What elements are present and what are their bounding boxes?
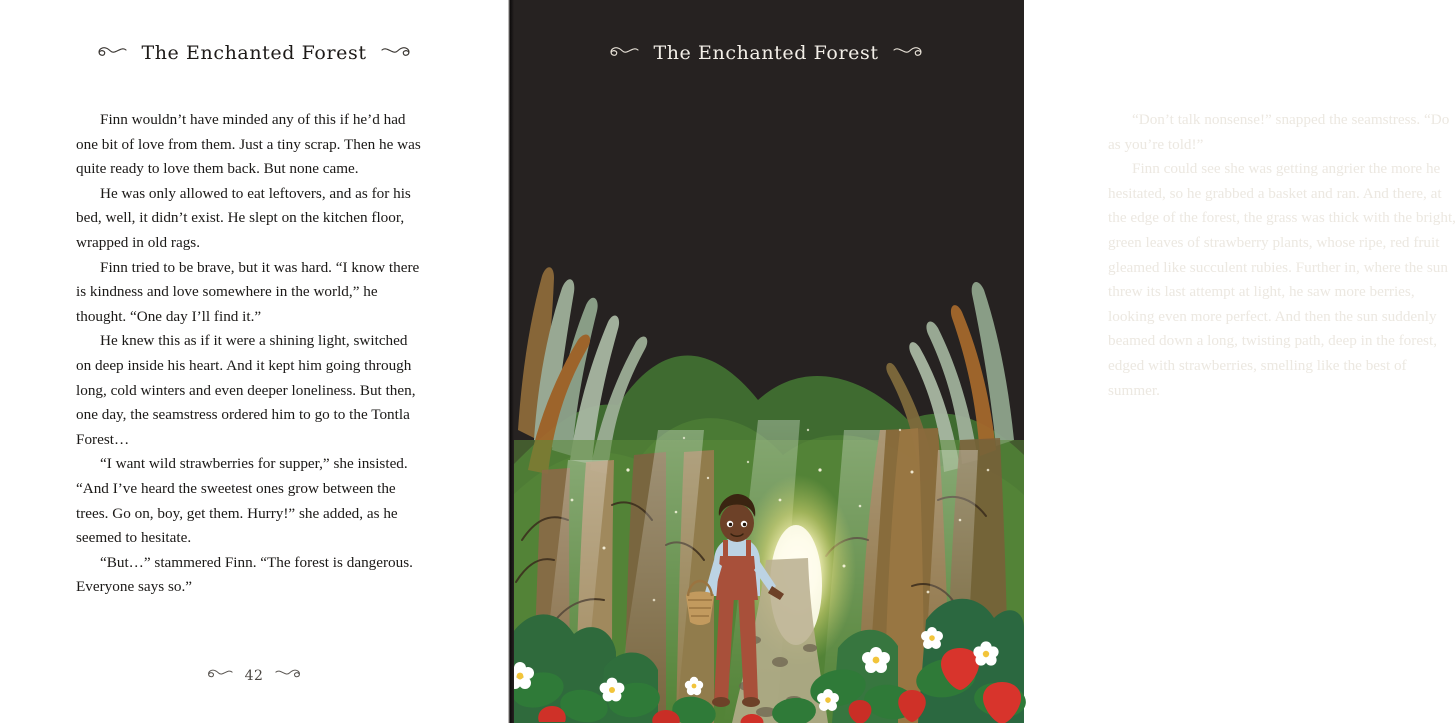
folio-flourish-right-icon [274, 666, 304, 685]
paragraph: He knew this as if it were a shining light, switched on deep inside his heart. And it kept him going through long, cold winters and even deeper loneliness. But then, one day, the seamstress ordered him to go to the Tontla Forest… [76, 332, 416, 448]
paragraph: Finn tried to be brave, but it was hard. “I know there is kindness and love somewhere in the world,” he thought. “One day I’ll find it.” [76, 258, 420, 325]
paragraph: Finn could see she was getting angrier the more he hesitated, so he grabbed a basket and ran. And there, at the edge of the forest, the grass was thick with the bright, green leaves of strawberry plants, whose ripe, red fruit gleamed like succulent rubies. Further in, where the sun threw its last attempt at light, he saw more berries, looking even more perfect. And then the sun suddenly beamed down a long, twisting path, deep in the forest, edged with strawberries, smelling like the best of summer. [1108, 160, 1456, 399]
flourish-left-icon [606, 43, 640, 64]
page-number: 42 [244, 667, 264, 684]
paragraph: He was only allowed to eat leftovers, and as for his bed, well, it didn’t exist. He slept on the kitchen floor, wrapped in old rags. [76, 184, 411, 251]
left-page [0, 0, 508, 723]
running-head-left [0, 42, 508, 64]
flourish-left-icon [94, 43, 128, 64]
running-head-title: The Enchanted Forest [141, 42, 367, 64]
left-page-text [76, 108, 424, 600]
paragraph: “But…” stammered Finn. “The forest is dangerous. Everyone says so.” [76, 553, 413, 596]
paragraph: “I want wild strawberries for supper,” she insisted. “And I’ve heard the sweetest ones grow between the trees. Go on, boy, get them. Hurry!” she added, as he seemed to hesitate. [76, 455, 408, 547]
paragraph: Finn wouldn’t have minded any of this if he’d had one bit of love from them. Just a tiny scrap. Then he was quite ready to love them back. But none came. [76, 111, 421, 178]
right-page-text [1108, 108, 1456, 403]
page-folio [0, 666, 508, 685]
flourish-right-icon [380, 43, 414, 64]
running-head-title: The Enchanted Forest [653, 42, 879, 64]
flourish-right-icon [892, 43, 926, 64]
forest-illustration [508, 0, 1024, 723]
running-head-right [508, 42, 1024, 64]
folio-flourish-left-icon [204, 666, 234, 685]
right-page [508, 0, 1456, 723]
paragraph: “Don’t talk nonsense!” snapped the seamstress. “Do as you’re told!” [1108, 111, 1450, 153]
book-spine [508, 0, 514, 723]
